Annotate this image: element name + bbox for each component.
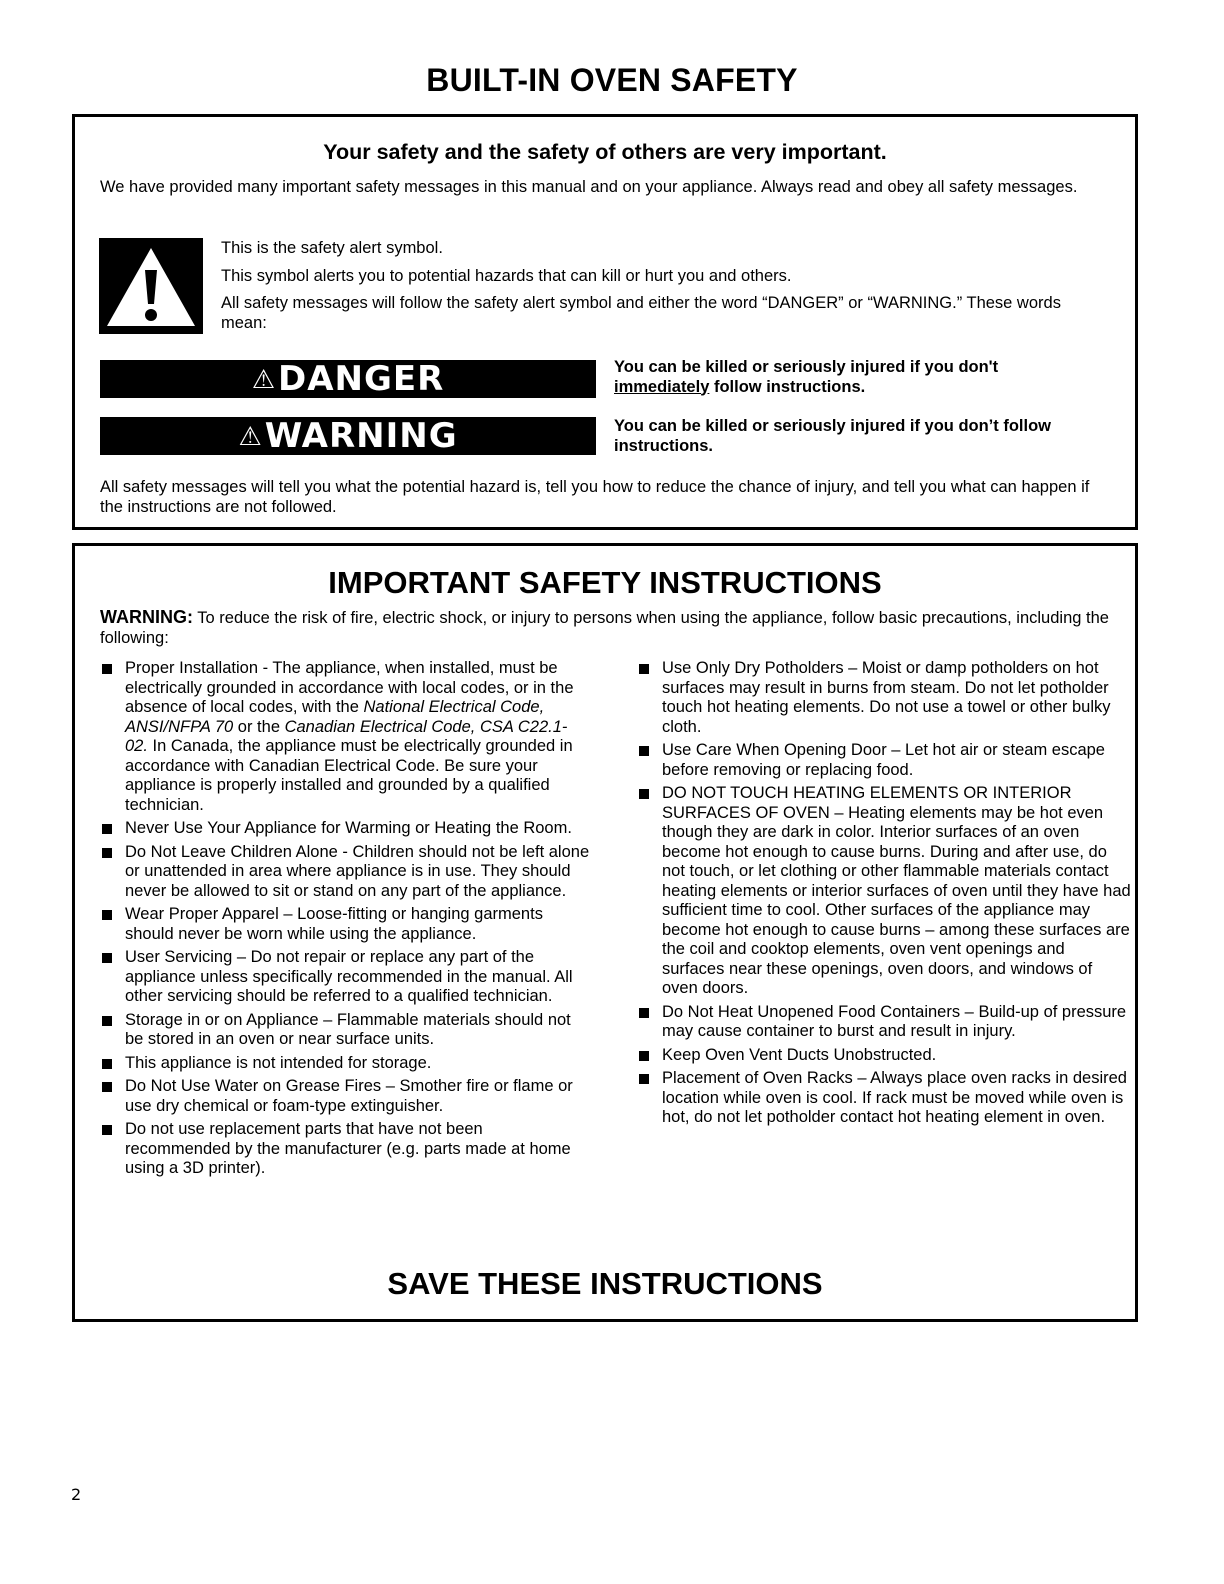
page-title: BUILT-IN OVEN SAFETY: [426, 62, 798, 98]
warning-intro-text: To reduce the risk of fire, electric shock, or injury to persons when using the appliance, follow basic precautions, including the following:: [100, 609, 1109, 647]
item-text: Do Not Leave Children Alone - Children should not be left alone or unattended in area where appliance is in use. They should never be allowed to sit or stand on any part of the appliance.: [125, 842, 590, 900]
save-instructions-heading: SAVE THESE INSTRUCTIONS: [387, 1266, 823, 1301]
item-text: or the: [237, 717, 280, 736]
danger-signal-bar: [100, 360, 596, 398]
page-number: 2: [71, 1485, 82, 1504]
list-item: [100, 659, 590, 815]
list-item: [100, 1077, 590, 1116]
instructions-left-column: [100, 659, 590, 1183]
item-text: Wear Proper Apparel – Loose-fitting or hanging garments should never be worn while using the appliance.: [125, 905, 543, 943]
instructions-title: IMPORTANT SAFETY INSTRUCTIONS: [328, 565, 882, 600]
square-bullet-icon: [639, 664, 649, 674]
item-text: Do Not Use Water on Grease Fires – Smother fire or flame or use dry chemical or foam-type extinguisher.: [125, 1077, 573, 1115]
square-bullet-icon: [102, 824, 112, 834]
list-item: [637, 1069, 1131, 1128]
list-item: [100, 948, 590, 1007]
instructions-right-column: [637, 659, 1131, 1132]
danger-label: DANGER: [278, 359, 445, 399]
square-bullet-icon: [102, 1016, 112, 1026]
symbol-line: This is the safety alert symbol.: [221, 239, 443, 257]
square-bullet-icon: [102, 1125, 112, 1135]
square-bullet-icon: [639, 1074, 649, 1084]
square-bullet-icon: [102, 953, 112, 963]
warning-meaning: You can be killed or seriously injured if you don’t follow instructions.: [614, 417, 1051, 455]
list-item: [100, 1120, 590, 1179]
square-bullet-icon: [639, 1051, 649, 1061]
symbol-line: All safety messages will follow the safety alert symbol and either the word “DANGER” or “WARNING.” These words mean:: [221, 294, 1061, 332]
square-bullet-icon: [639, 1008, 649, 1018]
item-text: Use Care When Opening Door – Let hot air or steam escape before removing or replacing food.: [662, 741, 1105, 779]
item-text-italic: Canadian Electrical Code, CSA C22.1-02.: [125, 717, 568, 755]
list-item: [100, 905, 590, 944]
safety-box: [72, 114, 1138, 530]
square-bullet-icon: [102, 848, 112, 858]
item-text: Use Only Dry Potholders – Moist or damp potholders on hot surfaces may result in burns from steam. Do not let potholder touch hot heating elements. Do not use a towel or other bulky cloth.: [662, 659, 1111, 736]
item-text: User Servicing – Do not repair or replace any part of the appliance unless specifically recommended in the manual. All other servicing should be referred to a qualified technician.: [125, 948, 573, 1005]
safety-outro: All safety messages will tell you what the potential hazard is, tell you how to reduce the chance of injury, and tell you what can happen if the instructions are not followed.: [100, 478, 1090, 516]
item-text: DO NOT TOUCH HEATING ELEMENTS OR INTERIOR SURFACES OF OVEN – Heating elements may be hot even though they are dark in color. Interior surfaces of an oven become hot enough to cause burns. During and after use, do not touch, or let clothing or other flammable materials contact heating elements or interior surfaces of oven until they have had sufficient time to cool. Other surfaces of the appliance may become hot enough to cause burns – among these surfaces are the coil and cooktop elements, oven vent openings and surfaces near these openings, oven doors, and windows of oven doors.: [662, 784, 1131, 997]
danger-meaning: [614, 358, 1064, 397]
warning-intro-label: WARNING:: [100, 607, 193, 627]
list-item: [100, 1011, 590, 1050]
square-bullet-icon: [102, 1059, 112, 1069]
instructions-box: [72, 543, 1138, 1322]
alert-triangle-icon: ⚠: [251, 365, 276, 395]
alert-triangle-icon: ⚠: [238, 422, 263, 452]
item-text: This appliance is not intended for storage.: [125, 1053, 432, 1072]
square-bullet-icon: [102, 1082, 112, 1092]
list-item: [637, 1003, 1131, 1042]
item-text: Do not use replacement parts that have not been recommended by the manufacturer (e.g. parts made at home using a 3D printer).: [125, 1120, 571, 1177]
item-text: Keep Oven Vent Ducts Unobstructed.: [662, 1045, 937, 1064]
warning-signal-bar: [100, 417, 596, 455]
list-item: [100, 819, 590, 839]
item-text: Proper Installation - The appliance, when installed, must be electrically grounded in accordance with local codes, or in the absence of local codes, with the: [125, 659, 574, 716]
danger-meaning-part: follow instructions.: [713, 377, 866, 396]
item-text-italic: National Electrical Code, ANSI/NFPA 70: [125, 698, 545, 736]
square-bullet-icon: [102, 910, 112, 920]
danger-meaning-emphasis: immediately: [614, 377, 710, 396]
symbol-line: This symbol alerts you to potential hazards that can kill or hurt you and others.: [221, 267, 792, 285]
list-item: [637, 784, 1131, 999]
item-text: Never Use Your Appliance for Warming or Heating the Room.: [125, 819, 572, 837]
item-text: Placement of Oven Racks – Always place oven racks in desired location while oven is cool. If rack must be moved while oven is hot, do not let potholder contact hot heating element in oven.: [662, 1069, 1127, 1126]
item-text: Storage in or on Appliance – Flammable materials should not be stored in an oven or near surface units.: [125, 1010, 571, 1048]
list-item: [637, 1046, 1131, 1066]
list-item: [100, 1054, 590, 1074]
list-item: [100, 843, 590, 902]
list-item: [637, 741, 1131, 780]
item-text: Do Not Heat Unopened Food Containers – Build-up of pressure may cause container to burst and result in injury.: [662, 1002, 1127, 1040]
square-bullet-icon: [639, 746, 649, 756]
safety-subtitle: Your safety and the safety of others are very important.: [323, 140, 887, 164]
square-bullet-icon: [102, 664, 112, 674]
warning-label: WARNING: [264, 416, 458, 456]
square-bullet-icon: [639, 789, 649, 799]
item-text: In Canada, the appliance must be electrically grounded in accordance with Canadian Electrical Code. Be sure your appliance is properly installed and grounded by a qualified technician.: [125, 737, 573, 814]
list-item: [637, 659, 1131, 737]
warning-triangle-icon: [99, 238, 203, 334]
warning-intro: [100, 608, 1110, 648]
danger-meaning-part: You can be killed or seriously injured if you don't: [614, 358, 999, 376]
safety-intro: We have provided many important safety messages in this manual and on your appliance. Always read and obey all safety messages.: [100, 178, 1078, 196]
